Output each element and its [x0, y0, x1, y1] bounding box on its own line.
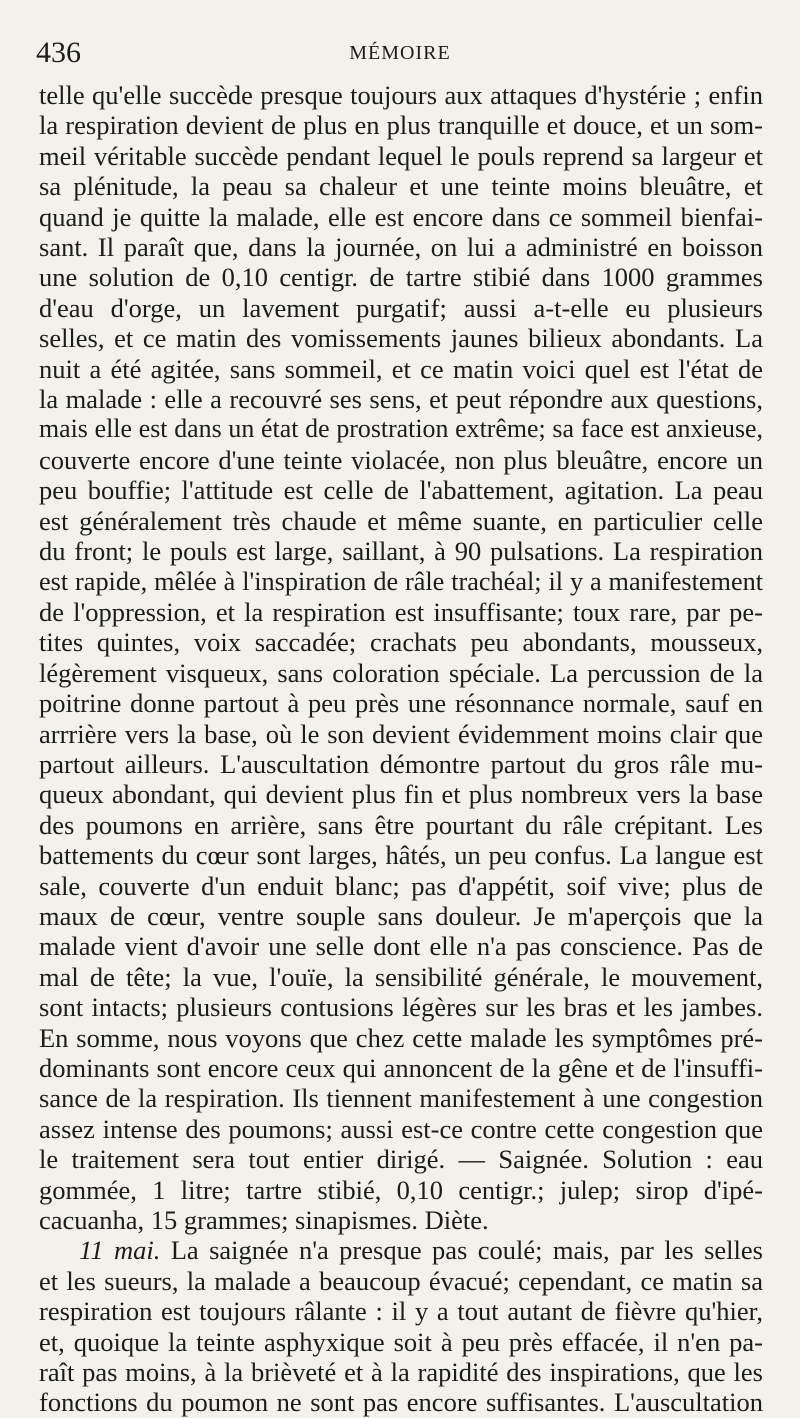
text-line: nuit a été agitée, sans sommeil, et ce matin voici quel est l'état de	[39, 353, 763, 384]
text-fragment: La saignée n'a presque pas coulé; mais, par les selles	[160, 1235, 763, 1266]
text-line: sance de la respiration. Ils tiennent manifestement à une congestion	[39, 1083, 763, 1114]
text-line: la malade : elle a recouvré ses sens, et peut répondre aux questions,	[39, 384, 763, 415]
text-line: sant. Il paraît que, dans la journée, on lui a administré en boisson	[39, 232, 763, 263]
text-line: poitrine donne partout à peu près une résonnance normale, sauf en	[39, 688, 763, 719]
text-line: d'eau d'orge, un lavement purgatif; aussi a-t-elle eu plusieurs	[39, 292, 763, 323]
entry-date: 11 mai.	[79, 1235, 161, 1266]
text-line: sa plénitude, la peau sa chaleur et une teinte moins bleuâtre, et	[39, 171, 763, 202]
text-line: une solution de 0,10 centigr. de tartre stibié dans 1000 grammes	[39, 262, 763, 293]
text-line: de l'oppression, et la respiration est insuffisante; toux rare, par pe-	[39, 596, 763, 627]
text-line: mal de tête; la vue, l'ouïe, la sensibilité générale, le mouvement,	[39, 961, 763, 992]
body-text	[39, 80, 763, 1418]
text-line: légèrement visqueux, sans coloration spéciale. La percussion de la	[39, 657, 763, 688]
text-line: le traitement sera tout entier dirigé. — Saignée. Solution : eau	[39, 1144, 763, 1175]
text-line: est rapide, mêlée à l'inspiration de râle trachéal; il y a manifestement	[39, 566, 763, 596]
page-number: 436	[36, 36, 81, 69]
text-line: tites quintes, voix saccadée; crachats peu abondants, mousseux,	[39, 627, 763, 658]
text-line: sont intacts; plusieurs contusions légères sur les bras et les jambes.	[39, 992, 763, 1023]
running-title: MÉMOIRE	[349, 42, 451, 64]
text-line: gommée, 1 litre; tartre stibié, 0,10 centigr.; julep; sirop d'ipé-	[39, 1174, 763, 1205]
text-line: cacuanha, 15 grammes; sinapismes. Diète.	[39, 1205, 489, 1236]
text-line: malade vient d'avoir une selle dont elle n'a pas conscience. Pas de	[39, 931, 763, 962]
text-line: arrrière vers la base, où le son devient évidemment moins clair que	[39, 718, 763, 749]
text-line: peu bouffie; l'attitude est celle de l'abattement, agitation. La peau	[39, 475, 763, 506]
text-line: dominants sont encore ceux qui annoncent de la gêne et de l'insuffi-	[39, 1053, 763, 1083]
text-line: respiration est toujours râlante : il y a tout autant de fièvre qu'hier,	[39, 1296, 763, 1327]
text-line: maux de cœur, ventre souple sans douleur. Je m'aperçois que la	[39, 900, 763, 931]
text-line: queux abondant, qui devient plus fin et plus nombreux vers la base	[39, 779, 763, 810]
text-line: du front; le pouls est large, saillant, à 90 pulsations. La respiration	[39, 536, 763, 567]
text-line: selles, et ce matin des vomissements jaunes bilieux abondants. La	[39, 323, 763, 354]
text-line: quand je quitte la malade, elle est encore dans ce sommeil bienfai-	[39, 201, 763, 232]
text-line: et les sueurs, la malade a beaucoup évacué; cependant, ce matin sa	[39, 1265, 763, 1296]
text-line: raît pas moins, à la brièveté et à la rapidité des inspirations, que les	[39, 1357, 763, 1388]
text-line: fonctions du poumon ne sont pas encore suffisantes. L'auscultation	[39, 1387, 763, 1418]
text-line: telle qu'elle succède presque toujours aux attaques d'hystérie ; enfin	[39, 80, 763, 110]
text-line: assez intense des poumons; aussi est-ce contre cette congestion que	[39, 1113, 763, 1144]
text-line: En somme, nous voyons que chez cette malade les symptômes pré-	[39, 1022, 763, 1053]
text-line: et, quoique la teinte asphyxique soit à peu près effacée, il n'en pa-	[39, 1326, 763, 1357]
text-line: des poumons en arrière, sans être pourtant du râle crépitant. Les	[39, 809, 763, 840]
text-line: couverte encore d'une teinte violacée, non plus bleuâtre, encore un	[39, 444, 763, 475]
text-line: mais elle est dans un état de prostration extrême; sa face est anxieuse,	[39, 414, 763, 444]
text-line: la respiration devient de plus en plus tranquille et douce, et un som-	[39, 110, 763, 141]
text-line: battements du cœur sont larges, hâtés, un peu confus. La langue est	[39, 840, 763, 871]
paragraph-opening-line	[39, 1235, 763, 1265]
text-line: partout ailleurs. L'auscultation démontre partout du gros râle mu-	[39, 748, 763, 779]
text-line: sale, couverte d'un enduit blanc; pas d'appétit, soif vive; plus de	[39, 870, 763, 901]
text-line: est généralement très chaude et même suante, en particulier celle	[39, 505, 763, 536]
text-line: meil véritable succède pendant lequel le pouls reprend sa largeur et	[39, 140, 763, 171]
